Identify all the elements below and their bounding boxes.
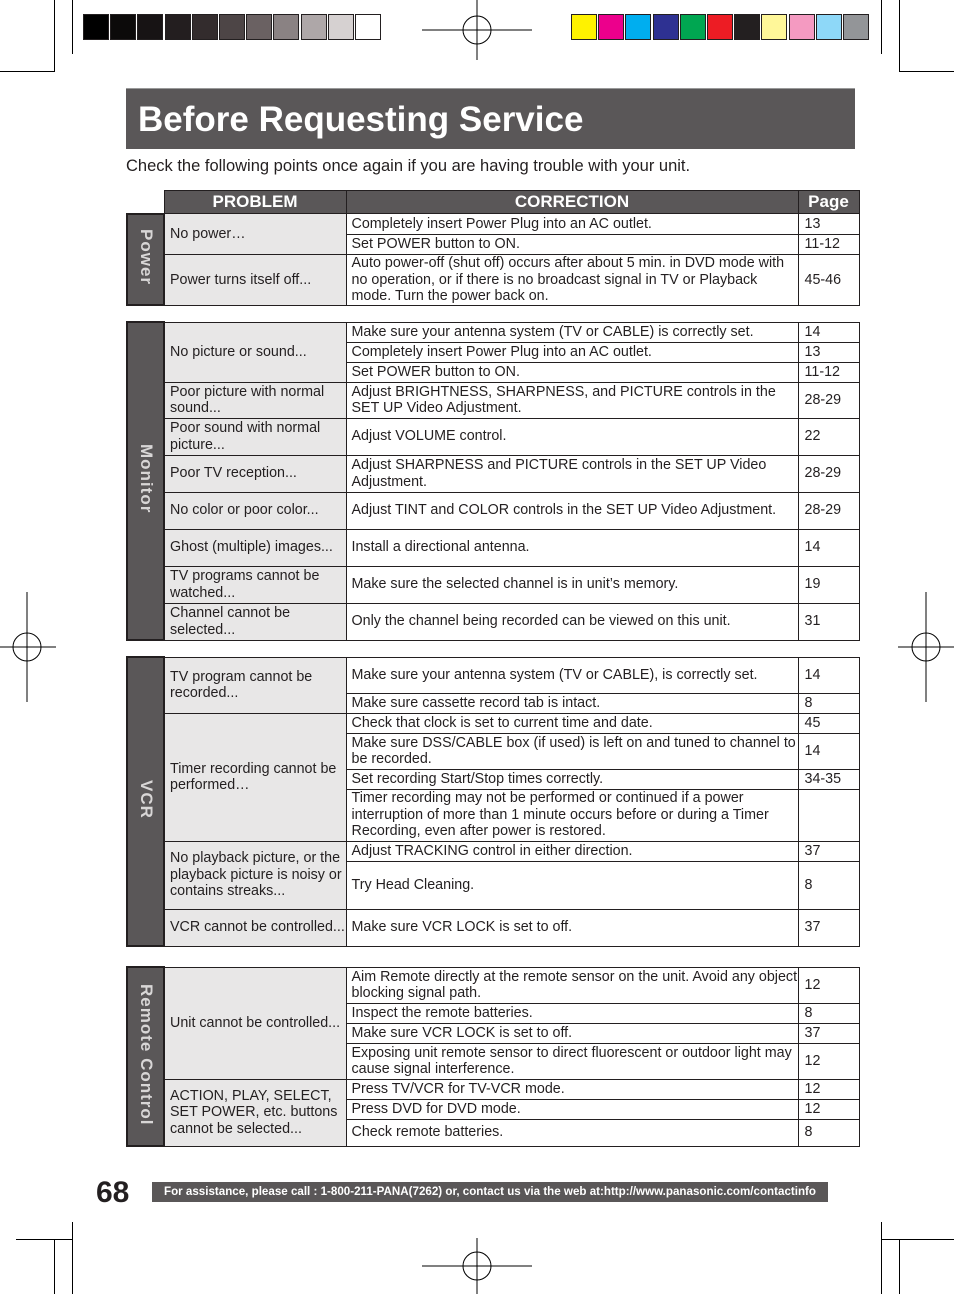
correction-cell: Inspect the remote batteries. xyxy=(346,1003,798,1023)
page-ref-cell: 37 xyxy=(798,909,859,946)
page-ref-cell: 8 xyxy=(798,861,859,909)
color-swatch xyxy=(328,14,354,40)
category-label: VCR xyxy=(136,779,156,819)
problem-cell: No picture or sound... xyxy=(164,322,346,382)
page-header: Page xyxy=(798,191,859,214)
problem-cell: Unit cannot be controlled... xyxy=(164,967,346,1079)
footer-assistance-bar: For assistance, please call : 1-800-211-PANA(7262) or, contact us via the web at:http://www.panasonic.com/contactinfo xyxy=(152,1182,828,1202)
page-ref-cell: 14 xyxy=(798,733,859,769)
correction-cell: Adjust VOLUME control. xyxy=(346,418,798,455)
correction-cell: Completely insert Power Plug into an AC outlet. xyxy=(346,342,798,362)
correction-cell: Make sure cassette record tab is intact. xyxy=(346,693,798,713)
correction-cell: Exposing unit remote sensor to direct fluorescent or outdoor light may cause signal interference. xyxy=(346,1043,798,1079)
problem-cell: Poor sound with normal picture... xyxy=(164,418,346,455)
page-ref-cell: 8 xyxy=(798,1119,859,1146)
category-label: Remote Control xyxy=(136,983,156,1125)
color-swatch xyxy=(734,14,760,40)
page-ref-cell: 34-35 xyxy=(798,769,859,789)
correction-cell: Set recording Start/Stop times correctly. xyxy=(346,769,798,789)
page-ref-cell: 12 xyxy=(798,1099,859,1119)
correction-cell: Make sure VCR LOCK is set to off. xyxy=(346,909,798,946)
color-swatch xyxy=(192,14,218,40)
page-ref-cell: 12 xyxy=(798,1079,859,1099)
correction-cell: Install a directional antenna. xyxy=(346,529,798,566)
page-ref-cell: 13 xyxy=(798,342,859,362)
color-swatch xyxy=(273,14,299,40)
registration-mark-icon xyxy=(422,0,532,60)
page-ref-cell: 22 xyxy=(798,418,859,455)
color-swatch xyxy=(598,14,624,40)
problem-cell: TV program cannot be recorded... xyxy=(164,657,346,713)
table-row xyxy=(127,255,859,306)
color-swatch xyxy=(301,14,327,40)
problem-cell: TV programs cannot be watched... xyxy=(164,566,346,603)
page-ref-cell: 11-12 xyxy=(798,362,859,382)
color-swatch xyxy=(355,14,381,40)
table-row xyxy=(127,455,859,492)
problem-cell: Ghost (multiple) images... xyxy=(164,529,346,566)
problem-cell: Timer recording cannot be performed… xyxy=(164,713,346,841)
table-power xyxy=(126,190,860,306)
problem-cell: ACTION, PLAY, SELECT, SET POWER, etc. buttons cannot be selected... xyxy=(164,1079,346,1146)
correction-header: CORRECTION xyxy=(346,191,798,214)
problem-cell: No power… xyxy=(164,214,346,255)
registration-mark-icon xyxy=(898,592,954,702)
table-row xyxy=(127,492,859,529)
color-swatch xyxy=(571,14,597,40)
color-swatch xyxy=(137,14,163,40)
page-number: 68 xyxy=(96,1176,130,1209)
table-monitor xyxy=(126,321,860,641)
correction-cell: Make sure your antenna system (TV or CABLE) is correctly set. xyxy=(346,322,798,342)
table-row xyxy=(127,967,859,1003)
page-ref-cell: 45 xyxy=(798,713,859,733)
color-swatch xyxy=(219,14,245,40)
category-label-cell xyxy=(127,214,164,306)
table-row xyxy=(127,214,859,235)
color-swatch xyxy=(680,14,706,40)
color-swatch xyxy=(83,14,109,40)
color-swatch xyxy=(843,14,869,40)
correction-cell: Only the channel being recorded can be viewed on this unit. xyxy=(346,603,798,640)
table-row xyxy=(127,657,859,693)
category-label-cell xyxy=(127,322,164,640)
correction-cell: Adjust TINT and COLOR controls in the SET UP Video Adjustment. xyxy=(346,492,798,529)
correction-cell: Set POWER button to ON. xyxy=(346,362,798,382)
color-swatch xyxy=(110,14,136,40)
page-title: Before Requesting Service xyxy=(138,100,584,139)
table-row xyxy=(127,529,859,566)
color-swatch xyxy=(707,14,733,40)
table-vcr xyxy=(126,656,860,947)
intro-text: Check the following points once again if you are having trouble with your unit. xyxy=(126,157,691,175)
header-spacer xyxy=(127,191,164,214)
page-ref-cell: 37 xyxy=(798,841,859,861)
category-label: Monitor xyxy=(136,444,156,514)
correction-cell: Aim Remote directly at the remote sensor on the unit. Avoid any object blocking signal path. xyxy=(346,967,798,1003)
page-ref-cell: 12 xyxy=(798,1043,859,1079)
table-row xyxy=(127,713,859,733)
problem-cell: Channel cannot be selected... xyxy=(164,603,346,640)
table-row xyxy=(127,382,859,418)
page-ref-cell: 28-29 xyxy=(798,455,859,492)
correction-cell: Press DVD for DVD mode. xyxy=(346,1099,798,1119)
correction-cell: Check that clock is set to current time and date. xyxy=(346,713,798,733)
correction-cell: Timer recording may not be performed or continued if a power interruption of more than 1 minute occurs before or during a Timer Recording, even after power is restored. xyxy=(346,789,798,841)
correction-cell: Make sure the selected channel is in unit’s memory. xyxy=(346,566,798,603)
problem-cell: Poor TV reception... xyxy=(164,455,346,492)
category-label-cell xyxy=(127,967,164,1146)
page-ref-cell: 11-12 xyxy=(798,235,859,255)
page-ref-cell: 28-29 xyxy=(798,492,859,529)
registration-mark-icon xyxy=(422,1238,532,1294)
registration-mark-icon xyxy=(0,592,56,702)
page-ref-cell: 14 xyxy=(798,529,859,566)
page-ref-cell: 28-29 xyxy=(798,382,859,418)
page-ref-cell: 31 xyxy=(798,603,859,640)
page-ref-cell: 12 xyxy=(798,967,859,1003)
page-ref-cell: 14 xyxy=(798,322,859,342)
correction-cell: Auto power-off (shut off) occurs after about 5 min. in DVD mode with no operation, or if there is no broadcast signal in TV or Playback mode. Turn the power back on. xyxy=(346,255,798,306)
correction-cell: Make sure your antenna system (TV or CABLE), is correctly set. xyxy=(346,657,798,693)
category-label-cell xyxy=(127,657,164,946)
problem-cell: Power turns itself off... xyxy=(164,255,346,306)
correction-cell: Check remote batteries. xyxy=(346,1119,798,1146)
color-swatch xyxy=(165,14,191,40)
problem-cell: No playback picture, or the playback picture is noisy or contains streaks... xyxy=(164,841,346,909)
correction-cell: Make sure VCR LOCK is set to off. xyxy=(346,1023,798,1043)
table-remote-control xyxy=(126,966,860,1147)
problem-cell: Poor picture with normal sound... xyxy=(164,382,346,418)
color-swatch xyxy=(625,14,651,40)
table-row xyxy=(127,566,859,603)
color-swatch xyxy=(653,14,679,40)
page-ref-cell: 14 xyxy=(798,657,859,693)
page-ref-cell: 8 xyxy=(798,693,859,713)
correction-cell: Adjust BRIGHTNESS, SHARPNESS, and PICTURE controls in the SET UP Video Adjustment. xyxy=(346,382,798,418)
table-row xyxy=(127,841,859,861)
table-row xyxy=(127,1079,859,1099)
correction-cell: Adjust TRACKING control in either direction. xyxy=(346,841,798,861)
color-swatch xyxy=(816,14,842,40)
correction-cell: Press TV/VCR for TV-VCR mode. xyxy=(346,1079,798,1099)
table-row xyxy=(127,418,859,455)
color-swatch xyxy=(246,14,272,40)
correction-cell: Completely insert Power Plug into an AC outlet. xyxy=(346,214,798,235)
correction-cell: Make sure DSS/CABLE box (if used) is left on and tuned to channel to be recorded. xyxy=(346,733,798,769)
color-swatch xyxy=(761,14,787,40)
problem-cell: No color or poor color... xyxy=(164,492,346,529)
category-label: Power xyxy=(136,228,156,286)
title-bar xyxy=(126,88,855,149)
page-ref-cell: 19 xyxy=(798,566,859,603)
table-row xyxy=(127,909,859,946)
page-ref-cell: 37 xyxy=(798,1023,859,1043)
correction-cell: Try Head Cleaning. xyxy=(346,861,798,909)
correction-cell: Adjust SHARPNESS and PICTURE controls in the SET UP Video Adjustment. xyxy=(346,455,798,492)
problem-cell: VCR cannot be controlled... xyxy=(164,909,346,946)
table-row xyxy=(127,322,859,342)
page-ref-cell: 8 xyxy=(798,1003,859,1023)
correction-cell: Set POWER button to ON. xyxy=(346,235,798,255)
page-ref-cell: 45-46 xyxy=(798,255,859,306)
page-ref-cell xyxy=(798,789,859,841)
page-ref-cell: 13 xyxy=(798,214,859,235)
color-swatch xyxy=(789,14,815,40)
problem-header: PROBLEM xyxy=(164,191,346,214)
table-row xyxy=(127,603,859,640)
